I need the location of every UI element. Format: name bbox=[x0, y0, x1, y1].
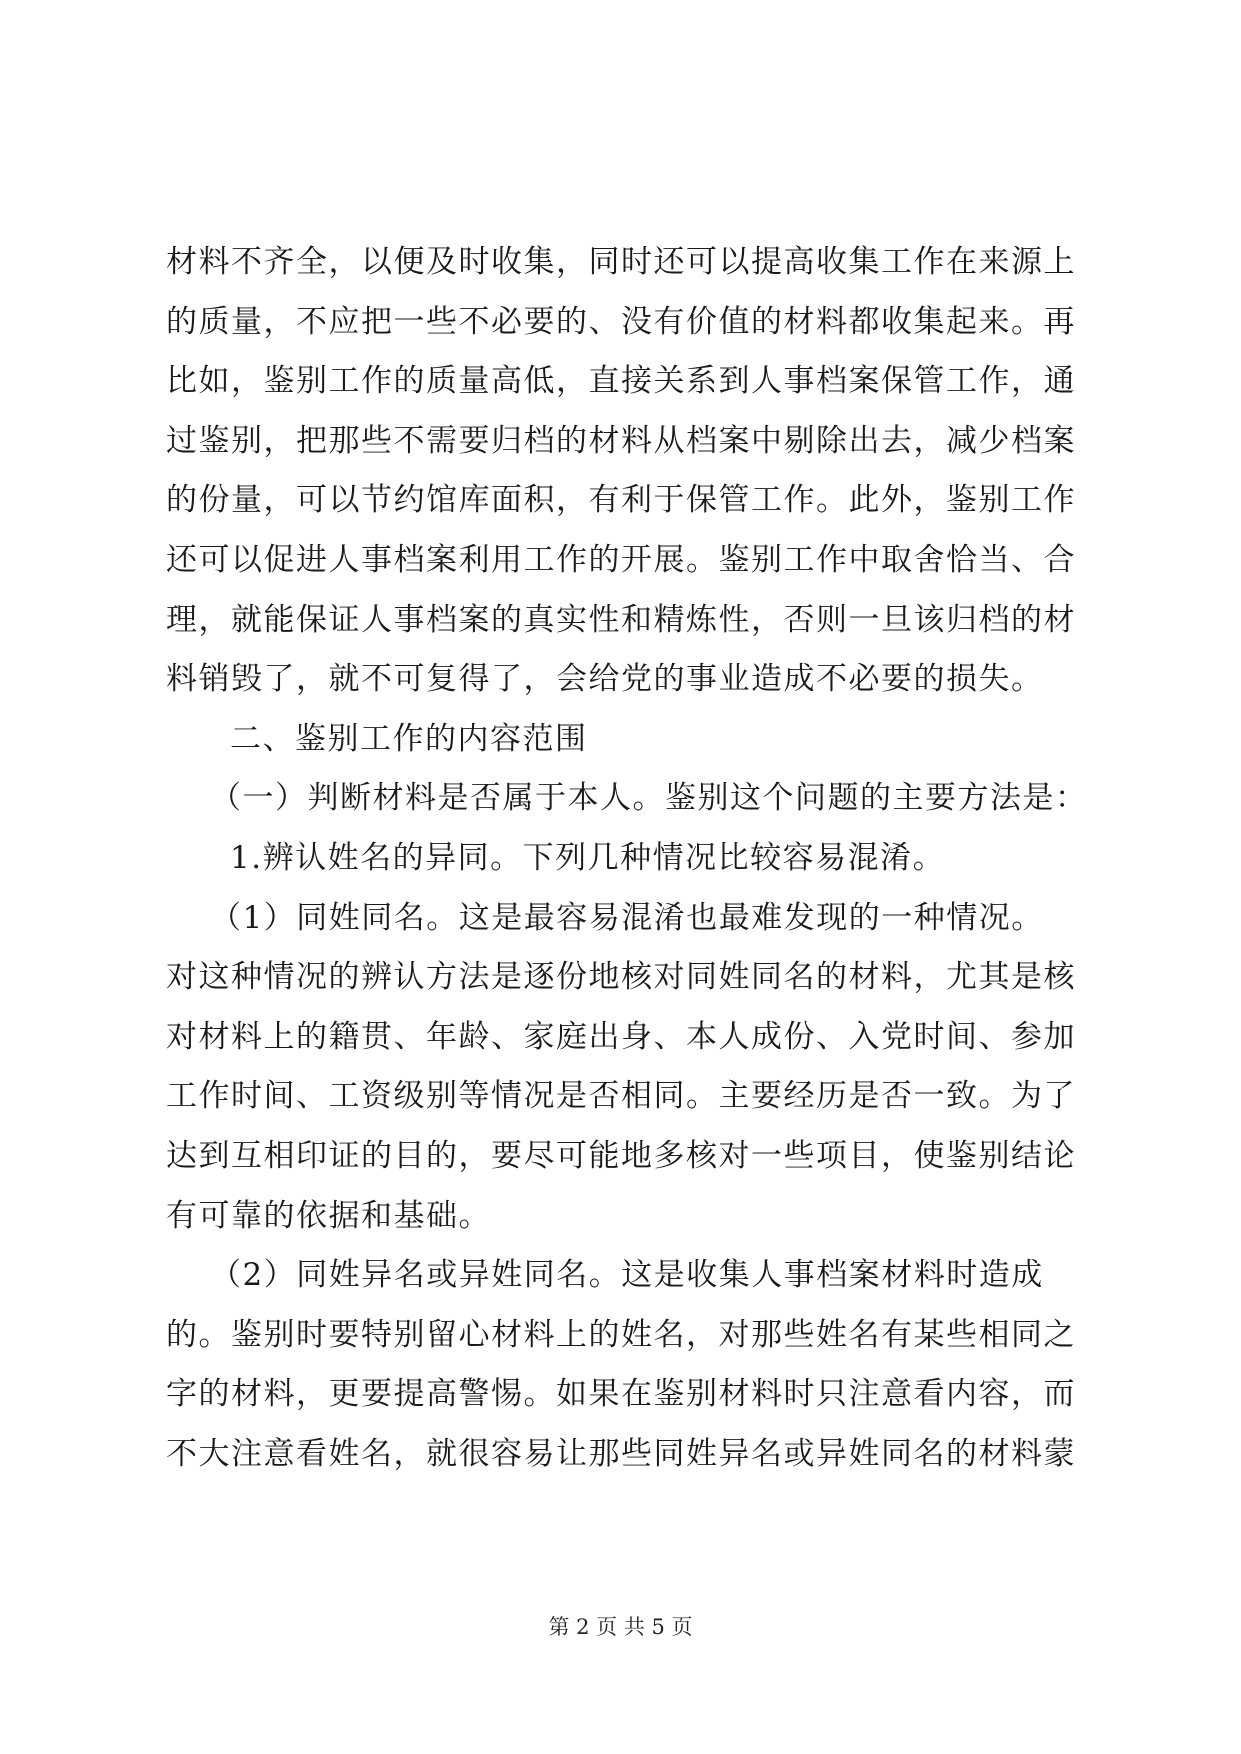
body-text bbox=[166, 233, 1086, 1484]
text-line: 的。鉴别时要特别留心材料上的姓名，对那些姓名有某些相同之 bbox=[166, 1316, 1076, 1353]
text-line: 二、鉴别工作的内容范围 bbox=[230, 720, 588, 757]
text-line: 材料不齐全，以便及时收集，同时还可以提高收集工作在来源上 bbox=[166, 244, 1076, 280]
text-line: （1）同姓同名。这是最容易混淆也最难发现的一种情况。 bbox=[210, 899, 1044, 936]
text-line: 理，就能保证人事档案的真实性和精炼性，否则一旦该归档的材 bbox=[166, 601, 1076, 638]
text-line: 的质量，不应把一些不必要的、没有价值的材料都收集起来。再 bbox=[166, 303, 1076, 340]
text-line: 对材料上的籍贯、年龄、家庭出身、本人成份、入党时间、参加 bbox=[166, 1018, 1076, 1055]
text-line: 工作时间、工资级别等情况是否相同。主要经历是否一致。为了 bbox=[166, 1078, 1076, 1115]
text-line: 比如，鉴别工作的质量高低，直接关系到人事档案保管工作，通 bbox=[166, 363, 1076, 400]
text-line: 还可以促进人事档案利用工作的开展。鉴别工作中取舍恰当、合 bbox=[166, 541, 1076, 578]
text-line: 对这种情况的辨认方法是逐份地核对同姓同名的材料，尤其是核 bbox=[166, 959, 1076, 996]
text-line: 的份量，可以节约馆库面积，有利于保管工作。此外，鉴别工作 bbox=[166, 482, 1076, 519]
text-line: 不大注意看姓名，就很容易让那些同姓异名或异姓同名的材料蒙 bbox=[166, 1435, 1076, 1472]
page-footer: 第 2 页 共 5 页 bbox=[548, 1615, 693, 1639]
text-line: （一）判断材料是否属于本人。鉴别这个问题的主要方法是： bbox=[210, 780, 1088, 817]
text-line: 料销毁了，就不可复得了，会给党的事业造成不必要的损失。 bbox=[166, 661, 1044, 698]
text-line: （2）同姓异名或异姓同名。这是收集人事档案材料时造成 bbox=[210, 1257, 1044, 1294]
text-line: 过鉴别，把那些不需要归档的材料从档案中剔除出去，减少档案 bbox=[166, 422, 1076, 459]
text-line: 1.辨认姓名的异同。下列几种情况比较容易混淆。 bbox=[230, 839, 946, 876]
text-line: 字的材料，更要提高警惕。如果在鉴别材料时只注意看内容，而 bbox=[166, 1376, 1076, 1413]
text-line: 达到互相印证的目的，要尽可能地多核对一些项目，使鉴别结论 bbox=[166, 1137, 1076, 1174]
text-line: 有可靠的依据和基础。 bbox=[166, 1197, 491, 1234]
